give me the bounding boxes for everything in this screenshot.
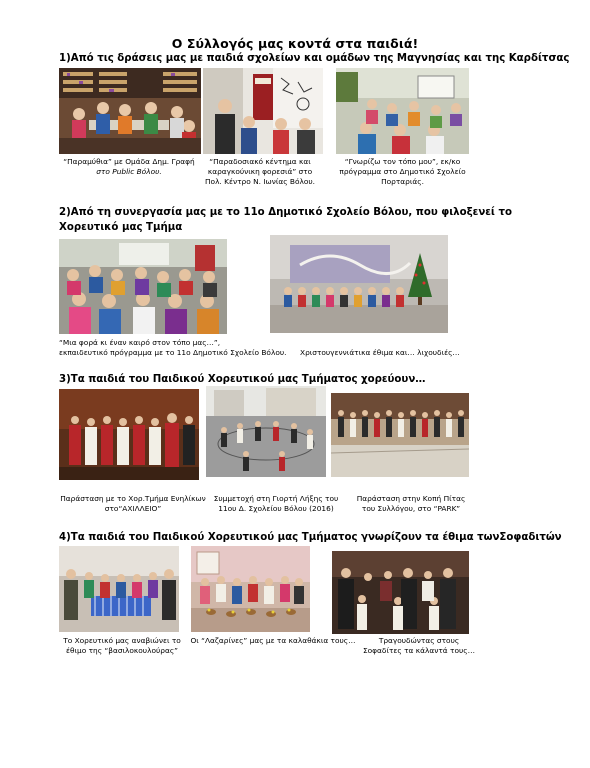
photo-park-performance — [331, 393, 469, 477]
photo-achilleio-performance — [59, 389, 199, 480]
photo-classroom-program — [336, 68, 469, 154]
photo-library-storytelling — [59, 68, 201, 154]
photo-lazarines-baskets — [191, 546, 310, 632]
caption-4a-line-1: Το Χορευτικό μας αναβιώνει το — [63, 636, 181, 645]
caption-2b-line-1: Χριστουγεννιάτικα έθιμα και… λιχουδιές… — [300, 348, 460, 357]
caption-3b-line-2: 11ου Δ. Σχολείου Βόλου (2016) — [218, 504, 334, 513]
caption-1b-line-2: καραγκούνικη φορεσιά” στο — [207, 167, 313, 176]
caption-3c-line-2: του Συλλόγου, στο “PARK” — [361, 504, 461, 513]
caption-1c — [336, 157, 469, 187]
caption-2b — [300, 348, 470, 358]
caption-2a-line-2: εκπαιδευτικό πρόγραμμα με το 11ο Δημοτικό Σχολείο Βόλου. — [59, 348, 287, 357]
section-1-heading: 1)Από τις δράσεις μας με παιδιά σχολείων και ομάδων της Μαγνησίας και της Καρδίτσας — [59, 53, 570, 64]
caption-3b — [207, 494, 345, 514]
section-4-heading: 4)Τα παιδιά του Παιδικού Χορευτικού μας Τμήματος γνωρίζουν τα έθιμα τωνΣοφαδιτών — [59, 532, 562, 543]
caption-1a-line-2: στο Public Βόλου. — [96, 167, 162, 176]
photo-vasilokouloura-custom — [59, 546, 179, 632]
photo-school-closing-festival — [206, 386, 326, 477]
caption-4c-line-1: Τραγουδώντας στους — [378, 636, 460, 645]
caption-1c-line-2: πρόγραμμα στο Δημοτικό Σχολείο — [339, 167, 466, 176]
section-2-heading-line-1: 2)Από τη συνεργασία μας με το 11ο Δημοτικό Σχολείο Βόλου, που φιλοξενεί το — [59, 207, 512, 218]
caption-1a-line-1: “Παραμύθια” με Ομάδα Δημ. Γραφή — [63, 157, 195, 166]
caption-3b-line-1: Συμμετοχή στη Γιορτή Λήξης του — [213, 494, 339, 503]
caption-4a-line-2: έθιμο της “βασιλοκουλούρας” — [66, 646, 178, 655]
caption-3a — [59, 494, 207, 514]
caption-1c-line-3: Πορταριάς. — [381, 177, 424, 186]
caption-1b-line-3: Πολ. Κέντρο Ν. Ιωνίας Βόλου. — [204, 177, 316, 186]
photo-embroidery-workshop — [203, 68, 323, 154]
caption-4a — [52, 636, 192, 656]
caption-4b-line-1: Οι “Λαζαρίνες” μας με τα καλαθάκια τους… — [190, 636, 356, 645]
caption-4c-line-2: Σοφαδίτες τα κάλαντά τους… — [362, 646, 475, 655]
section-2-heading-line-2: Χορευτικό μας Τμήμα — [59, 222, 183, 233]
caption-1a — [58, 157, 200, 177]
photo-school-educational-program — [59, 239, 227, 334]
caption-1b — [200, 157, 320, 187]
caption-2a-line-1: “Μια φορά κι έναν καιρό στον τόπο μας…”, — [59, 338, 221, 347]
caption-4b — [186, 636, 360, 646]
photo-carol-singing — [332, 551, 469, 634]
caption-3a-line-1: Παράσταση με το Χορ.Τμήμα Ενηλίκων — [60, 494, 206, 503]
caption-1b-line-1: “Παραδοσιακό κέντημα και — [209, 157, 311, 166]
caption-1c-line-1: “Γνωρίζω τον τόπο μου”, εκ/κο — [344, 157, 461, 166]
caption-3c-line-1: Παράσταση στην Κοπή Πίτας — [356, 494, 466, 503]
page-title: Ο Σύλλογός μας κοντά στα παιδιά! — [171, 36, 419, 51]
photo-christmas-customs — [270, 235, 448, 333]
caption-4c — [356, 636, 482, 656]
caption-3c — [350, 494, 472, 514]
section-3-heading: 3)Τα παιδιά του Παιδικού Χορευτικού μας Τμήματος χορεύουν… — [59, 374, 426, 385]
caption-3a-line-2: στο“ΑΧΙΛΛΕΙΟ” — [104, 504, 162, 513]
caption-2a — [59, 338, 299, 358]
